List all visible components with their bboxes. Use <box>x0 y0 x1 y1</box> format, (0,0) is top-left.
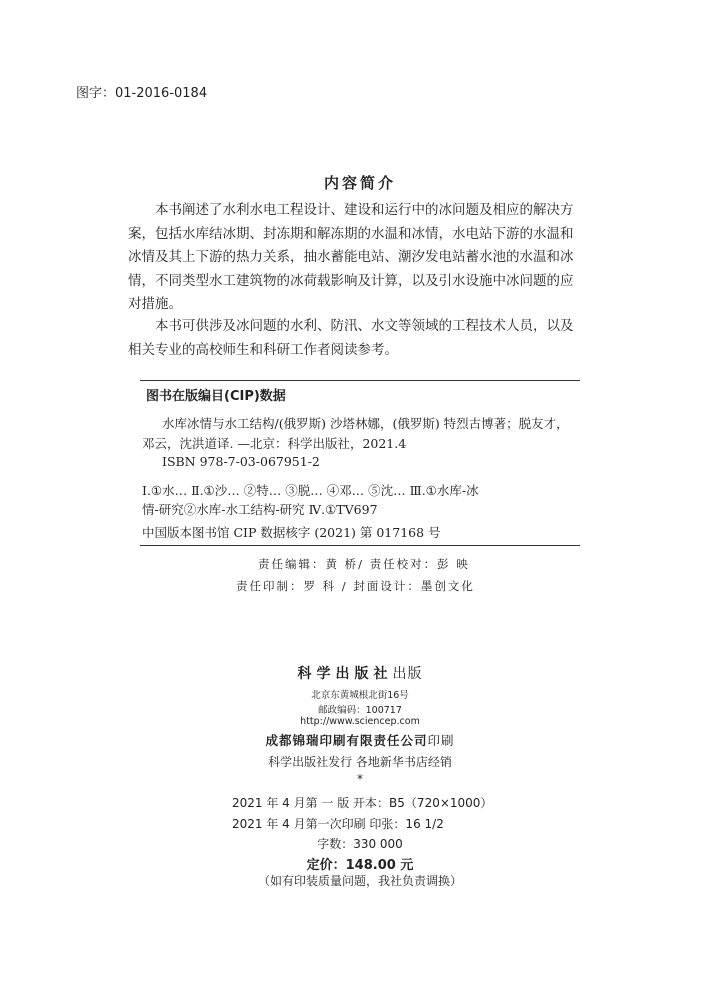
cip-heading: 图书在版编目(CIP)数据 <box>146 389 286 404</box>
registration-number: 图字：01-2016-0184 <box>76 86 208 101</box>
summary-paragraph-1 <box>128 199 588 317</box>
edition-line: 2021 年 4 月第 一 版 开本：B5（720×1000） <box>232 796 493 810</box>
publisher-url: http://www.sciencep.com <box>300 716 420 727</box>
summary-line: 本书可供涉及冰问题的水利、防汛、水文等领域的工程技术人员，以及 <box>155 318 574 334</box>
publisher-address: 北京东黄城根北街16号 <box>311 690 409 701</box>
cip-isbn: ISBN 978-7-03-067951-2 <box>162 454 320 469</box>
publisher-postcode: 邮政编码：100717 <box>318 705 402 716</box>
summary-line: 冰情及其上下游的热力关系，抽水蓄能电站、潮汐发电站蓄水池的水温和冰 <box>128 249 574 265</box>
quality-note: （如有印装质量问题，我社负责调换） <box>257 874 462 888</box>
cip-verification: 中国版本图书馆 CIP 数据核字 (2021) 第 017168 号 <box>142 525 441 540</box>
printer-suffix: 印刷 <box>427 733 455 748</box>
cip-line-1: 水库冰情与水工结构/(俄罗斯) 沙塔林娜，(俄罗斯) 特烈古博著；脱友才， <box>162 416 569 431</box>
cip-line-2: 邓云，沈洪道译. —北京：科学出版社，2021.4 <box>142 436 407 451</box>
printer-line <box>0 731 720 749</box>
cip-bottom-rule <box>140 545 580 546</box>
summary-line: 对措施。 <box>128 296 182 312</box>
cip-classification-1: Ⅰ.①水… Ⅱ.①沙… ②特… ③脱… ④邓… ⑤沈… Ⅲ.①水库-冰 <box>142 483 479 498</box>
credits-printing-design: 责任印制：罗 科 / 封面设计：墨创文化 <box>236 579 475 593</box>
separator-star: * <box>357 772 363 786</box>
summary-line: 相关专业的高校师生和科研工作者阅读参考。 <box>128 341 398 358</box>
credits-editors: 责任编辑：黄 桥/ 责任校对：彭 映 <box>258 557 470 571</box>
cip-classification-2: 情-研究②水库-水工结构-研究 Ⅳ.①TV697 <box>142 502 378 517</box>
price: 定价：148.00 元 <box>306 858 414 873</box>
publisher-suffix: 出版 <box>392 666 423 682</box>
word-count: 字数：330 000 <box>317 837 403 851</box>
publisher-line <box>0 663 720 683</box>
publisher-name: 科学出版社 <box>297 666 393 682</box>
summary-line: 情，不同类型水工建筑物的冰荷载影响及计算，以及引水设施中冰问题的应 <box>128 272 574 289</box>
summary-line: 案，包括水库结冰期、封冻期和解冻期的水温和冰情，水电站下游的水温和 <box>128 225 574 242</box>
summary-title: 内容简介 <box>323 174 396 192</box>
summary-paragraph-2 <box>128 315 588 362</box>
printing-line: 2021 年 4 月第一次印刷 印张：16 1/2 <box>232 817 444 831</box>
distribution-line: 科学出版社发行 各地新华书店经销 <box>268 755 452 769</box>
printer-name: 成都锦瑞印刷有限责任公司 <box>265 733 428 748</box>
summary-line: 本书阐述了水利水电工程设计、建设和运行中的冰问题及相应的解决方 <box>155 202 574 218</box>
cip-top-rule <box>140 380 580 381</box>
